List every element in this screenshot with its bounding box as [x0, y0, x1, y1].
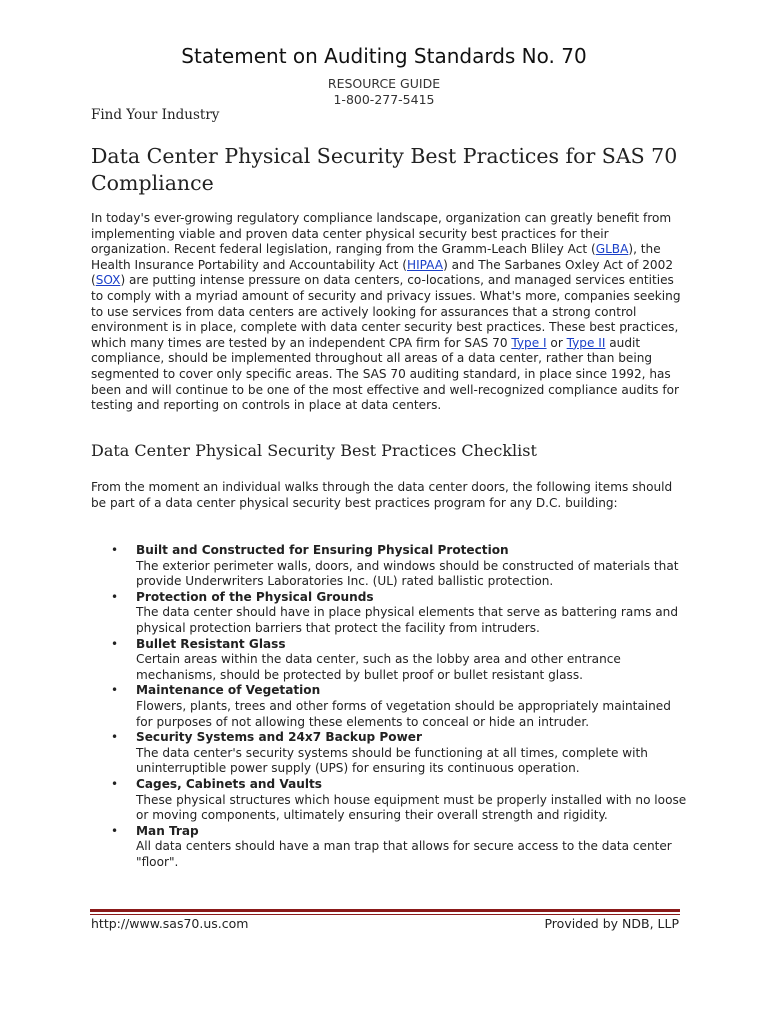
list-item-label: Maintenance of Vegetation: [136, 683, 321, 698]
glba-link[interactable]: GLBA: [595, 242, 629, 257]
intro-text-4: ) are putting intense pressure on data centers, co-locations, and managed services entities to comply with a myriad amount of security and privacy issues. What's more, companies seeking to use services from data centers are actively looking for assurances that a strong control environment is in place, complete with data center security best practices. These best practices, which many times are tested by an independent CPA firm for SAS 70: [91, 273, 681, 350]
intro-text-3: ) and The Sarbanes Oxley Act of 2002 (: [91, 257, 674, 288]
bullet-icon: •: [111, 636, 119, 651]
sox-link[interactable]: SOX: [95, 273, 121, 288]
bullet-icon: •: [111, 730, 119, 745]
bullet-icon: •: [111, 543, 119, 557]
list-item-desc: Certain areas within the data center, such as the lobby area and other entrance mechanisms, should be protected by bullet proof or bullet resistant glass.: [136, 652, 621, 682]
page-title: Statement on Auditing Standards No. 70: [181, 44, 587, 68]
list-item-label: Man Trap: [136, 823, 199, 838]
checklist: [91, 543, 691, 870]
intro-text-5: or: [546, 335, 567, 350]
checklist-heading: Data Center Physical Security Best Practices Checklist: [91, 441, 537, 460]
list-item-label: Bullet Resistant Glass: [136, 636, 286, 651]
list-item-label: Built and Constructed for Ensuring Physical Protection: [136, 543, 509, 557]
list-item-label: Cages, Cabinets and Vaults: [136, 776, 322, 791]
intro-text-6: audit compliance, should be implemented throughout all areas of a data center, rather than being segmented to cover only specific areas. The SAS 70 auditing standard, in place since 1992, has been and will continue to be one of the most effective and well-recognized compliance audits for testing and reporting on controls in place at data centers.: [91, 335, 679, 413]
list-item-desc: Flowers, plants, trees and other forms of vegetation should be appropriately maintained for purposes of not allowing these elements to conceal or hide an intruder.: [136, 698, 671, 729]
bullet-icon: •: [111, 683, 119, 698]
checklist-intro: From the moment an individual walks through the data center doors, the following items should be part of a data center physical security best practices program for any D.C. building:: [91, 480, 673, 510]
resource-guide-block: [0, 76, 768, 108]
list-item: [91, 777, 691, 824]
list-item: [91, 543, 691, 590]
list-item-desc: All data centers should have a man trap that allows for secure access to the data center "floor".: [136, 839, 672, 869]
bullet-icon: •: [111, 776, 119, 791]
phone-number: 1-800-277-5415: [333, 92, 435, 107]
list-item-label: Security Systems and 24x7 Backup Power: [136, 730, 422, 745]
article-heading: Data Center Physical Security Best Practices for SAS 70 Compliance: [91, 144, 678, 195]
list-item-label: Protection of the Physical Grounds: [136, 589, 374, 604]
hipaa-link[interactable]: HIPAA: [406, 257, 444, 272]
footer-rule-thin: [90, 914, 680, 915]
footer-provided-by: Provided by NDB, LLP: [544, 916, 679, 931]
intro-paragraph: [91, 211, 681, 414]
type-1-link[interactable]: Type I: [511, 335, 547, 350]
footer-url-link[interactable]: http://www.sas70.us.com: [91, 916, 249, 931]
list-item: [91, 824, 691, 871]
find-your-industry-link[interactable]: Find Your Industry: [91, 107, 220, 123]
intro-text-2: ), the Health Insurance Portability and Accountability Act (: [91, 242, 661, 272]
list-item-desc: The data center's security systems should be functioning at all times, complete with uninterruptible power supply (UPS) for ensuring its continuous operation.: [136, 745, 648, 776]
list-item: [91, 683, 691, 730]
list-item-desc: These physical structures which house equipment must be properly installed with no loose or moving components, ultimately ensuring their overall strength and rigidity.: [136, 792, 687, 823]
list-item: [91, 590, 691, 637]
footer-rule-thick: [90, 909, 680, 912]
type-2-link[interactable]: Type II: [566, 335, 606, 350]
list-item-desc: The exterior perimeter walls, doors, and windows should be constructed of materials that provide Underwriters Laboratories Inc. (UL) rated ballistic protection.: [136, 558, 679, 589]
bullet-icon: •: [111, 823, 119, 838]
bullet-icon: •: [111, 589, 119, 604]
list-item: [91, 730, 691, 777]
list-item: [91, 637, 691, 684]
resource-guide-label: RESOURCE GUIDE: [327, 76, 441, 91]
list-item-desc: The data center should have in place physical elements that serve as battering rams and physical protection barriers that protect the facility from intruders.: [136, 605, 678, 635]
intro-text-1: In today's ever-growing regulatory compliance landscape, organization can greatly benefit from implementing viable and proven data center physical security best practices for their organization. Recent federal legislation, ranging from the Gramm-Leach Bliley Act (: [91, 211, 672, 257]
